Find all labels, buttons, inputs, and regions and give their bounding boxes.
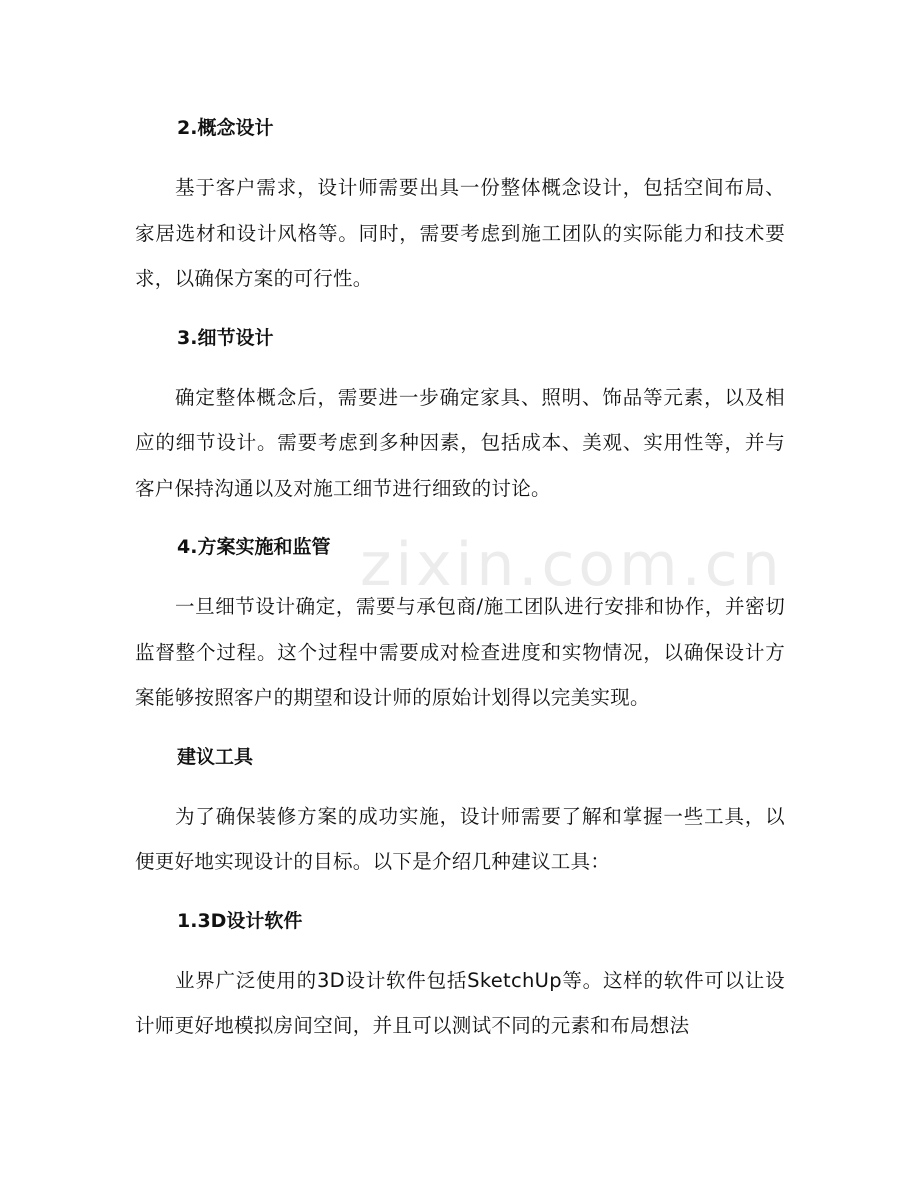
paragraph-concept-design: 基于客户需求，设计师需要出具一份整体概念设计，包括空间布局、家居选材和设计风格等。同时，需要考虑到施工团队的实际能力和技术要求，以确保方案的可行性。 xyxy=(135,176,785,290)
section-heading-concept-design: 2.概念设计 xyxy=(177,117,274,139)
paragraph-3d-software: 业界广泛使用的3D设计软件包括SketchUp等。这样的软件可以让设计师更好地模拟房间空间，并且可以测试不同的元素和布局想法 xyxy=(135,968,785,1037)
document-body xyxy=(135,108,785,1059)
section-heading-implementation: 4.方案实施和监管 xyxy=(177,536,331,558)
paragraph-recommended-tools: 为了确保装修方案的成功实施，设计师需要了解和掌握一些工具，以便更好地实现设计的目标。以下是介绍几种建议工具： xyxy=(135,804,785,873)
paragraph-detail-design: 确定整体概念后，需要进一步确定家具、照明、饰品等元素，以及相应的细节设计。需要考虑到多种因素，包括成本、美观、实用性等，并与客户保持沟通以及对施工细节进行细致的讨论。 xyxy=(135,385,785,500)
paragraph-implementation: 一旦细节设计确定，需要与承包商/施工团队进行安排和协作，并密切监督整个过程。这个过程中需要成对检查进度和实物情况，以确保设计方案能够按照客户的期望和设计师的原始计划得以完美实现。 xyxy=(135,595,785,709)
section-heading-detail-design: 3.细节设计 xyxy=(177,326,274,349)
watermark: zixin.com.cn xyxy=(360,530,784,600)
section-heading-3d-software: 1.3D设计软件 xyxy=(177,909,303,932)
section-heading-recommended-tools: 建议工具 xyxy=(177,745,254,768)
